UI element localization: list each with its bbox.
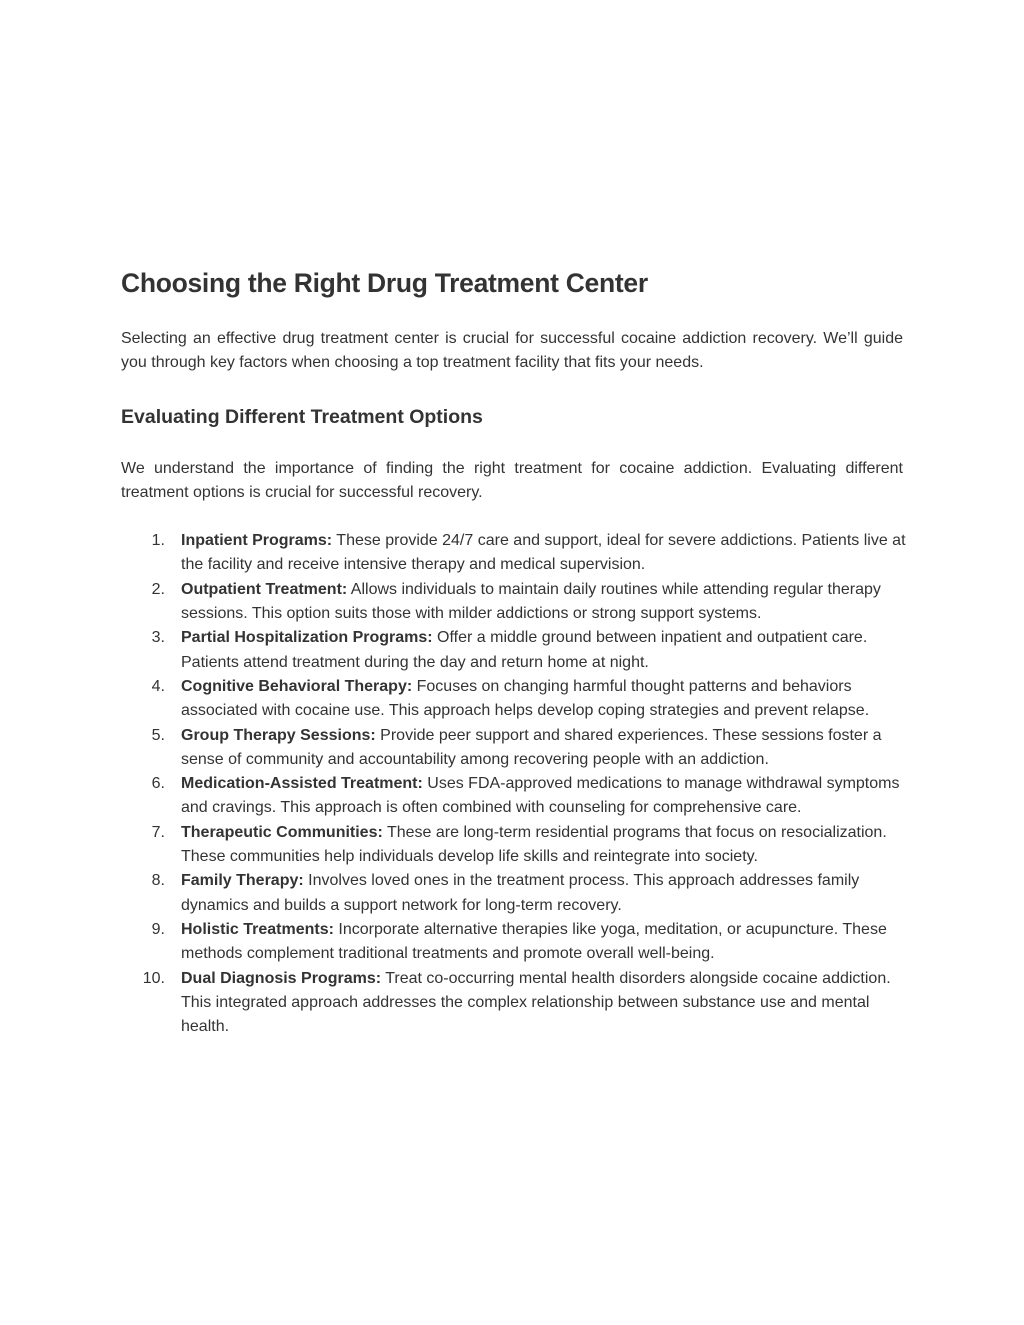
list-item bbox=[121, 724, 906, 773]
list-item-number: 6. bbox=[151, 775, 165, 793]
list-item-text: Incorporate alternative therapies like yoga, meditation, or acupuncture. These methods complement traditional treatments and promote overall well-being. bbox=[181, 920, 887, 963]
list-item bbox=[121, 626, 906, 675]
list-item bbox=[121, 578, 906, 627]
list-item bbox=[121, 675, 906, 724]
list-item-number: 9. bbox=[151, 920, 165, 938]
section-paragraph: We understand the importance of finding the right treatment for cocaine addiction. Evaluating different treatment options is crucial for successful recovery. bbox=[121, 459, 903, 501]
list-item-term: Inpatient Programs: bbox=[181, 532, 333, 550]
list-item-text: Involves loved ones in the treatment process. This approach addresses family dynamics and builds a support network for long-term recovery. bbox=[181, 872, 860, 914]
list-item-text: Uses FDA-approved medications to manage withdrawal symptoms and cravings. This approach is often combined with counseling for comprehensive care. bbox=[181, 775, 900, 817]
list-item bbox=[121, 772, 906, 821]
list-item-term: Holistic Treatments: bbox=[181, 920, 334, 938]
list-item-number: 1. bbox=[151, 532, 165, 550]
list-item-text: Focuses on changing harmful thought patterns and behaviors associated with cocaine use. This approach helps develop coping strategies and prevent relapse. bbox=[181, 677, 870, 720]
list-item-number: 10. bbox=[142, 969, 165, 987]
list-item-text: Treat co-occurring mental health disorders alongside cocaine addiction. This integrated approach addresses the complex relationship between substance use and mental health. bbox=[181, 969, 891, 1036]
list-item-text: Offer a middle ground between inpatient and outpatient care. Patients attend treatment during the day and return home at night. bbox=[181, 629, 868, 671]
list-item bbox=[121, 869, 906, 918]
list-item-term: Medication-Assisted Treatment: bbox=[181, 775, 423, 793]
list-item-number: 7. bbox=[151, 823, 165, 841]
intro-paragraph: Selecting an effective drug treatment center is crucial for successful cocaine addiction recovery. We’ll guide you through key factors when choosing a top treatment facility that fits your needs. bbox=[121, 330, 903, 372]
list-item bbox=[121, 529, 906, 578]
page-title: Choosing the Right Drug Treatment Center bbox=[121, 268, 648, 298]
list-item-term: Therapeutic Communities: bbox=[181, 823, 383, 841]
list-item-number: 5. bbox=[151, 726, 165, 744]
section-heading: Evaluating Different Treatment Options bbox=[121, 405, 483, 428]
list-item-term: Partial Hospitalization Programs: bbox=[181, 629, 433, 647]
document-content bbox=[121, 263, 906, 1039]
list-item-text: Allows individuals to maintain daily routines while attending regular therapy sessions. This option suits those with milder addictions or strong support systems. bbox=[181, 580, 881, 623]
treatment-options-list bbox=[121, 529, 906, 1039]
list-item bbox=[121, 918, 906, 967]
list-item-number: 2. bbox=[151, 580, 165, 598]
list-item bbox=[121, 821, 906, 870]
list-item-term: Cognitive Behavioral Therapy: bbox=[181, 677, 413, 695]
list-item-text: Provide peer support and shared experiences. These sessions foster a sense of community and accountability among recovering people with an addiction. bbox=[181, 726, 882, 768]
list-item-number: 8. bbox=[151, 872, 165, 890]
list-item-term: Family Therapy: bbox=[181, 872, 304, 890]
list-item-number: 3. bbox=[151, 629, 165, 647]
list-item-term: Group Therapy Sessions: bbox=[181, 726, 376, 744]
list-item-term: Outpatient Treatment: bbox=[181, 580, 348, 598]
list-item-number: 4. bbox=[151, 677, 165, 695]
list-item-text: These are long-term residential programs that focus on resocialization. These communities help individuals develop life skills and reintegrate into society. bbox=[181, 823, 887, 866]
list-item-term: Dual Diagnosis Programs: bbox=[181, 969, 382, 987]
list-item-text: These provide 24/7 care and support, ideal for severe addictions. Patients live at the facility and receive intensive therapy and medical supervision. bbox=[181, 532, 906, 574]
list-item bbox=[121, 967, 906, 1040]
